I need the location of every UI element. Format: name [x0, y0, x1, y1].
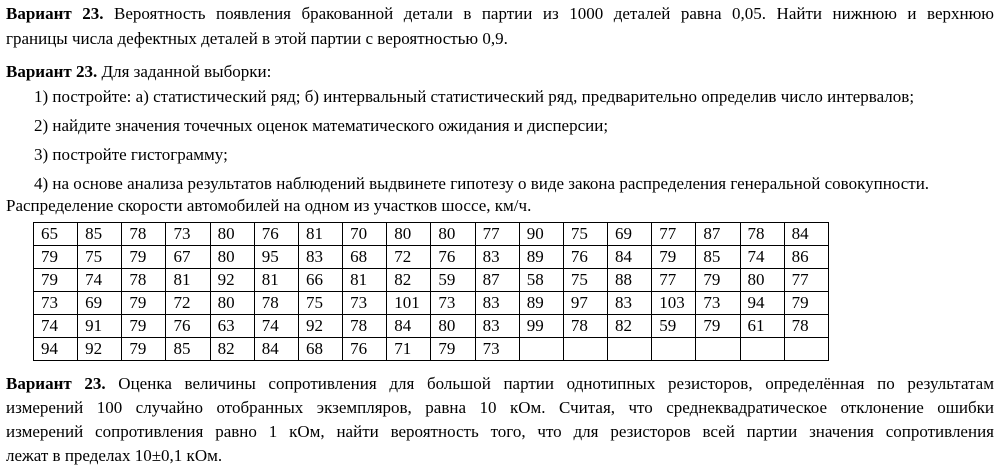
table-cell: 76 [431, 246, 475, 269]
task3-text-line-4: лежат в пределах 10±0,1 кОм. [6, 446, 223, 465]
table-cell: 95 [254, 246, 298, 269]
table-cell: 75 [78, 246, 122, 269]
table-cell: 77 [652, 223, 696, 246]
table-cell: 79 [122, 315, 166, 338]
task2-instruction-list [34, 84, 996, 200]
table-cell: 83 [475, 292, 519, 315]
table-cell: 83 [298, 246, 342, 269]
task2-instruction-item: 4) на основе анализа результатов наблюдений выдвинете гипотезу о виде закона распределения генеральной совокупности. [34, 174, 930, 193]
table-cell: 74 [34, 315, 78, 338]
table-cell: 83 [608, 292, 652, 315]
table-cell: 61 [740, 315, 784, 338]
table-cell: 80 [210, 246, 254, 269]
table-cell: 78 [784, 315, 828, 338]
task2-intro: Для заданной выборки: [101, 62, 272, 81]
table-cell: 77 [784, 269, 828, 292]
table-cell: 73 [166, 223, 210, 246]
table-cell: 92 [78, 338, 122, 361]
task3-text-line-3: измерений сопротивления равно 1 кОм, найти вероятность того, что для резисторов всей партии значения сопротивления [6, 422, 994, 441]
table-cell: 65 [34, 223, 78, 246]
table-cell: 77 [652, 269, 696, 292]
table-cell [563, 338, 607, 361]
table-cell: 79 [696, 269, 740, 292]
table-cell: 78 [122, 269, 166, 292]
table-cell: 84 [254, 338, 298, 361]
table-cell: 69 [78, 292, 122, 315]
table-cell: 69 [608, 223, 652, 246]
table-cell: 81 [166, 269, 210, 292]
table-cell [652, 338, 696, 361]
table-cell: 63 [210, 315, 254, 338]
table-cell: 68 [343, 246, 387, 269]
task1-paragraph [6, 1, 994, 51]
table-cell: 85 [78, 223, 122, 246]
task3-text-line-2: измерений 100 случайно отобранных экземпляров, равна 10 кОм. Считая, что среднеквадратическое отклонение ошибки [6, 398, 994, 417]
task1-variant-label: Вариант 23. [6, 4, 104, 23]
table-cell: 79 [34, 246, 78, 269]
table-cell: 73 [34, 292, 78, 315]
table-cell [608, 338, 652, 361]
table-cell: 103 [652, 292, 696, 315]
table-cell: 80 [210, 292, 254, 315]
table-cell: 79 [122, 246, 166, 269]
speed-data-table-body [34, 223, 829, 361]
speed-data-table [33, 222, 829, 361]
table-cell: 88 [608, 269, 652, 292]
table-row [34, 292, 829, 315]
table-cell: 59 [652, 315, 696, 338]
table-cell: 76 [254, 223, 298, 246]
table-cell: 91 [78, 315, 122, 338]
table-cell: 76 [563, 246, 607, 269]
task3-variant-label: Вариант 23. [6, 374, 106, 393]
table-cell: 59 [431, 269, 475, 292]
task2-heading [6, 59, 271, 84]
table-cell: 99 [519, 315, 563, 338]
table-cell: 73 [343, 292, 387, 315]
table-cell: 74 [740, 246, 784, 269]
table-cell: 75 [563, 269, 607, 292]
table-cell: 89 [519, 246, 563, 269]
table-cell: 80 [740, 269, 784, 292]
table-cell: 87 [475, 269, 519, 292]
table-row [34, 269, 829, 292]
table-cell: 79 [652, 246, 696, 269]
table-cell: 92 [210, 269, 254, 292]
table-cell: 79 [696, 315, 740, 338]
table-cell: 78 [122, 223, 166, 246]
table-cell: 72 [166, 292, 210, 315]
table-cell: 73 [696, 292, 740, 315]
table-cell: 87 [696, 223, 740, 246]
table-cell: 68 [298, 338, 342, 361]
table-cell: 76 [343, 338, 387, 361]
table-cell [519, 338, 563, 361]
table-cell: 79 [784, 292, 828, 315]
task1-text-line-2: границы числа дефектных деталей в этой партии с вероятностью 0,9. [6, 29, 508, 48]
table-cell: 80 [210, 223, 254, 246]
table-cell: 80 [431, 223, 475, 246]
table-cell: 75 [563, 223, 607, 246]
table-cell: 74 [254, 315, 298, 338]
task3-text-line-1: Оценка величины сопротивления для большой партии однотипных резисторов, определённая по результатам [118, 374, 994, 393]
table-cell: 58 [519, 269, 563, 292]
table-cell [696, 338, 740, 361]
table-cell: 82 [387, 269, 431, 292]
table-cell: 73 [475, 338, 519, 361]
table-cell: 86 [784, 246, 828, 269]
table-cell: 94 [34, 338, 78, 361]
table-cell: 80 [431, 315, 475, 338]
table-row [34, 338, 829, 361]
task2-instruction-item: 2) найдите значения точечных оценок математического ожидания и дисперсии; [34, 116, 609, 135]
task1-text-line-1: Вероятность появления бракованной детали в партии из 1000 деталей равна 0,05. Найти нижнюю и верхнюю [113, 4, 994, 23]
table-cell: 92 [298, 315, 342, 338]
table-cell: 97 [563, 292, 607, 315]
table-row [34, 315, 829, 338]
table-cell: 82 [608, 315, 652, 338]
table-cell: 78 [343, 315, 387, 338]
table-cell: 78 [740, 223, 784, 246]
table-cell: 79 [431, 338, 475, 361]
table-cell: 101 [387, 292, 431, 315]
table-cell: 84 [608, 246, 652, 269]
table-cell: 84 [784, 223, 828, 246]
table-cell: 89 [519, 292, 563, 315]
table-cell: 72 [387, 246, 431, 269]
table-cell: 80 [387, 223, 431, 246]
table-cell: 82 [210, 338, 254, 361]
table-cell: 83 [475, 315, 519, 338]
task2-instruction-item: 1) постройте: а) статистический ряд; б) интервальный статистический ряд, предварительно определив число интервалов; [34, 87, 915, 106]
table-cell: 79 [122, 292, 166, 315]
table-cell: 73 [431, 292, 475, 315]
table-cell: 78 [254, 292, 298, 315]
table-cell: 84 [387, 315, 431, 338]
task1-line-1 [6, 1, 994, 26]
table-cell: 81 [298, 223, 342, 246]
task3-line-1 [6, 372, 994, 396]
table-cell: 79 [122, 338, 166, 361]
task2-variant-label: Вариант 23. [6, 62, 98, 81]
table-cell: 67 [166, 246, 210, 269]
task2-instruction-item: 3) постройте гистограмму; [34, 145, 228, 164]
table-cell: 81 [254, 269, 298, 292]
table-caption: Распределение скорости автомобилей на одном из участков шоссе, км/ч. [6, 196, 532, 215]
table-cell: 94 [740, 292, 784, 315]
table-cell: 76 [166, 315, 210, 338]
table-cell: 85 [166, 338, 210, 361]
table-cell: 66 [298, 269, 342, 292]
table-cell: 70 [343, 223, 387, 246]
table-cell [740, 338, 784, 361]
table-cell: 74 [78, 269, 122, 292]
table-cell: 77 [475, 223, 519, 246]
table-cell: 79 [34, 269, 78, 292]
table-cell [784, 338, 828, 361]
table-cell: 81 [343, 269, 387, 292]
table-row [34, 223, 829, 246]
table-cell: 78 [563, 315, 607, 338]
table-cell: 85 [696, 246, 740, 269]
table-cell: 83 [475, 246, 519, 269]
table-cell: 90 [519, 223, 563, 246]
table-row [34, 246, 829, 269]
task3-paragraph [6, 372, 994, 468]
table-cell: 71 [387, 338, 431, 361]
table-cell: 75 [298, 292, 342, 315]
